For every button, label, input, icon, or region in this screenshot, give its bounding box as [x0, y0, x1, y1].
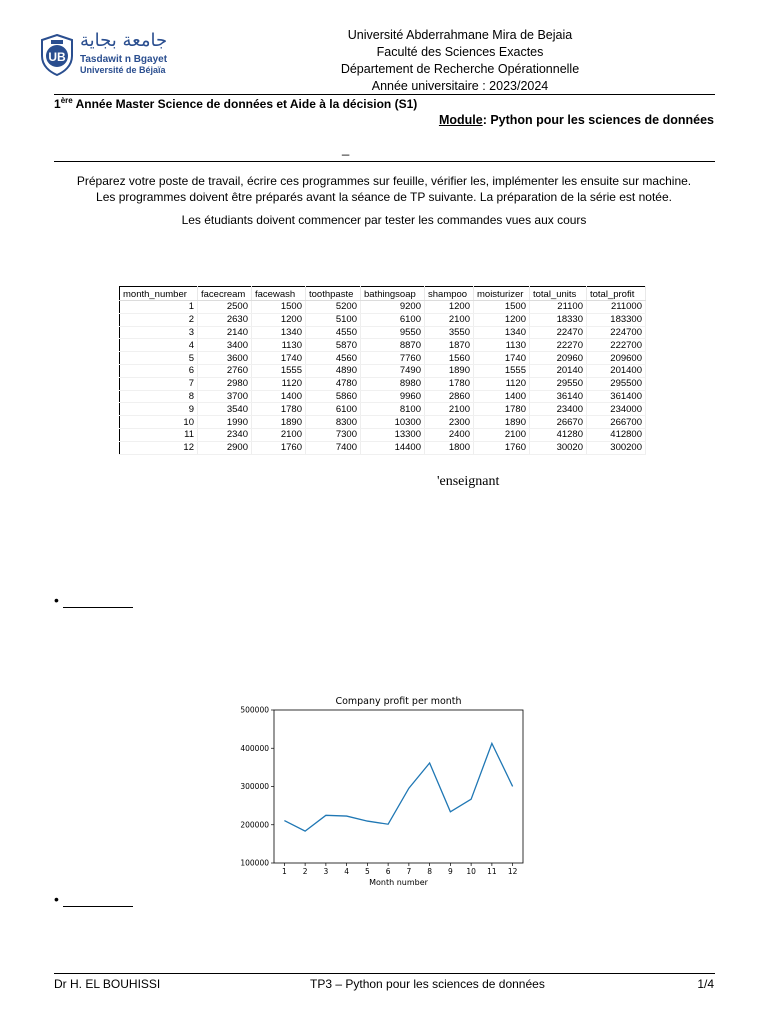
table-cell: 1200 — [474, 313, 530, 326]
x-tick-label: 8 — [427, 867, 433, 876]
table-cell: 2 — [120, 313, 198, 326]
table-cell: 22270 — [530, 339, 587, 352]
table-cell: 20140 — [530, 364, 587, 377]
table-cell: 7400 — [306, 441, 361, 454]
table-cell: 2860 — [425, 390, 474, 403]
table-cell: 30020 — [530, 441, 587, 454]
table-cell: 209600 — [587, 352, 646, 365]
table-cell: 23400 — [530, 403, 587, 416]
footer-author: Dr H. EL BOUHISSI — [54, 977, 161, 991]
table-cell: 1340 — [474, 326, 530, 339]
x-tick-label: 3 — [323, 867, 329, 876]
table-cell: 1400 — [252, 390, 306, 403]
table-cell: 9960 — [361, 390, 425, 403]
course-title-text: Année Master Science de données et Aide à la décision (S1) — [72, 97, 418, 111]
column-header-moisturizer: moisturizer — [474, 287, 530, 301]
column-header-shampoo: shampoo — [425, 287, 474, 301]
chart-x-axis-label: Month number — [369, 878, 428, 887]
table-row — [120, 301, 646, 314]
table-cell: 6100 — [361, 313, 425, 326]
column-header-total-units: total_units — [530, 287, 587, 301]
table-cell: 1500 — [252, 301, 306, 314]
x-tick-label: 1 — [281, 867, 287, 876]
course-level-number: 1 — [54, 97, 61, 111]
table-cell: 8100 — [361, 403, 425, 416]
table-cell: 26670 — [530, 416, 587, 429]
table-cell: 1760 — [252, 441, 306, 454]
table-cell: 10 — [120, 416, 198, 429]
x-tick-label: 12 — [507, 867, 518, 876]
logo-kabyle-name: Tasdawit n Bgayet — [80, 54, 168, 65]
table-row — [120, 416, 646, 429]
table-row — [120, 377, 646, 390]
university-seal-icon — [40, 34, 74, 76]
table-cell: 1870 — [425, 339, 474, 352]
table-cell: 2100 — [425, 313, 474, 326]
table-row — [120, 339, 646, 352]
table-cell: 266700 — [587, 416, 646, 429]
table-cell: 11 — [120, 428, 198, 441]
y-tick-label: 400000 — [240, 743, 269, 753]
faculty-name: Faculté des Sciences Exactes — [376, 45, 544, 59]
table-cell: 234000 — [587, 403, 646, 416]
table-cell: 2100 — [425, 403, 474, 416]
table-cell: 1890 — [252, 416, 306, 429]
table-cell: 1740 — [474, 352, 530, 365]
table-cell: 1890 — [425, 364, 474, 377]
table-row — [120, 428, 646, 441]
table-cell: 21100 — [530, 301, 587, 314]
table-cell: 9200 — [361, 301, 425, 314]
logo-arabic-text: جامعة بجاية — [80, 30, 168, 51]
x-tick-label: 7 — [406, 867, 412, 876]
x-tick-label: 11 — [487, 867, 497, 876]
dash-mark: _ — [342, 141, 350, 156]
table-cell: 7490 — [361, 364, 425, 377]
table-cell: 201400 — [587, 364, 646, 377]
table-cell: 1990 — [198, 416, 252, 429]
table-cell: 29550 — [530, 377, 587, 390]
table-cell: 2900 — [198, 441, 252, 454]
table-cell: 7760 — [361, 352, 425, 365]
table-cell: 10300 — [361, 416, 425, 429]
table-cell: 7 — [120, 377, 198, 390]
x-tick-label: 10 — [466, 867, 476, 876]
table-cell: 1780 — [474, 403, 530, 416]
logo-french-name: Université de Béjaïa — [80, 65, 166, 75]
table-row — [120, 390, 646, 403]
instruction-line-3: Les étudiants doivent commencer par tester les commandes vues aux cours — [181, 213, 587, 227]
bullet-1-blank-line — [63, 607, 133, 608]
table-cell: 1555 — [474, 364, 530, 377]
table-cell: 2980 — [198, 377, 252, 390]
department-name: Département de Recherche Opérationnelle — [340, 62, 580, 76]
table-cell: 2100 — [252, 428, 306, 441]
svg-text:UB: UB — [48, 50, 66, 64]
table-row — [120, 352, 646, 365]
table-cell: 5200 — [306, 301, 361, 314]
table-body — [120, 301, 646, 455]
table-cell: 1780 — [425, 377, 474, 390]
table-cell: 4550 — [306, 326, 361, 339]
table-cell: 183300 — [587, 313, 646, 326]
table-cell: 1130 — [474, 339, 530, 352]
bullet-2-blank-line — [63, 906, 133, 907]
table-cell: 2500 — [198, 301, 252, 314]
table-cell: 18330 — [530, 313, 587, 326]
university-logo — [40, 30, 168, 80]
table-cell: 211000 — [587, 301, 646, 314]
table-cell: 4780 — [306, 377, 361, 390]
table-row — [120, 313, 646, 326]
table-cell: 224700 — [587, 326, 646, 339]
sales-data-table — [119, 286, 646, 455]
table-cell: 3540 — [198, 403, 252, 416]
column-header-toothpaste: toothpaste — [306, 287, 361, 301]
table-cell: 3400 — [198, 339, 252, 352]
table-cell: 1760 — [474, 441, 530, 454]
table-cell: 8980 — [361, 377, 425, 390]
table-cell: 1120 — [474, 377, 530, 390]
table-cell: 3550 — [425, 326, 474, 339]
table-cell: 4890 — [306, 364, 361, 377]
table-cell: 20960 — [530, 352, 587, 365]
table-cell: 1200 — [425, 301, 474, 314]
table-cell: 1 — [120, 301, 198, 314]
table-cell: 36140 — [530, 390, 587, 403]
table-cell: 12 — [120, 441, 198, 454]
instruction-line-1: Préparez votre poste de travail, écrire ces programmes sur feuille, vérifier les, implémenter les ensuite sur machine. — [76, 174, 692, 188]
table-cell: 5 — [120, 352, 198, 365]
table-cell: 2340 — [198, 428, 252, 441]
table-cell: 22470 — [530, 326, 587, 339]
profit-series-line — [284, 743, 512, 831]
y-tick-label: 100000 — [240, 858, 269, 868]
chart-plot-area — [274, 710, 523, 863]
x-tick-label: 4 — [344, 867, 350, 876]
footer-title: TP3 – Python pour les sciences de données — [310, 977, 545, 991]
table-row — [120, 441, 646, 454]
x-tick-label: 9 — [447, 867, 453, 876]
y-tick-label: 200000 — [240, 820, 269, 830]
table-cell: 1890 — [474, 416, 530, 429]
table-cell: 3600 — [198, 352, 252, 365]
table-cell: 5860 — [306, 390, 361, 403]
table-cell: 2140 — [198, 326, 252, 339]
course-level-suffix: ère — [60, 96, 73, 105]
table-row — [120, 364, 646, 377]
table-cell: 2630 — [198, 313, 252, 326]
table-cell: 2100 — [474, 428, 530, 441]
table-cell: 1800 — [425, 441, 474, 454]
table-header — [120, 287, 646, 301]
table-header-row — [120, 287, 646, 301]
table-cell: 4 — [120, 339, 198, 352]
table-cell: 295500 — [587, 377, 646, 390]
table-row — [120, 403, 646, 416]
table-cell: 1740 — [252, 352, 306, 365]
bullet-1: • — [54, 592, 59, 608]
module-label: Module — [438, 113, 483, 127]
table-cell: 1400 — [474, 390, 530, 403]
academic-year: Année universitaire : 2023/2024 — [371, 79, 549, 93]
column-header-month-number: month_number — [120, 287, 198, 301]
y-tick-label: 300000 — [240, 782, 269, 791]
table-cell: 2300 — [425, 416, 474, 429]
column-header-facewash: facewash — [252, 287, 306, 301]
table-cell: 6100 — [306, 403, 361, 416]
enseignant-text: 'enseignant — [437, 474, 500, 489]
table-cell: 41280 — [530, 428, 587, 441]
table-cell: 8300 — [306, 416, 361, 429]
column-header-total-profit: total_profit — [587, 287, 646, 301]
table-cell: 361400 — [587, 390, 646, 403]
table-cell: 8870 — [361, 339, 425, 352]
y-tick-label: 500000 — [240, 705, 269, 715]
x-tick-label: 2 — [302, 867, 308, 876]
table-cell: 5870 — [306, 339, 361, 352]
table-cell: 1200 — [252, 313, 306, 326]
chart-title: Company profit per month — [335, 696, 462, 707]
university-name: Université Abderrahmane Mira de Bejaia — [347, 28, 573, 42]
table-cell: 1555 — [252, 364, 306, 377]
table-cell: 6 — [120, 364, 198, 377]
table-cell: 1120 — [252, 377, 306, 390]
footer-page-number: 1/4 — [697, 977, 714, 991]
table-cell: 412800 — [587, 428, 646, 441]
table-cell: 9550 — [361, 326, 425, 339]
footer-divider — [54, 973, 715, 974]
table-cell: 2400 — [425, 428, 474, 441]
table-cell: 222700 — [587, 339, 646, 352]
table-cell: 2760 — [198, 364, 252, 377]
table-cell: 14400 — [361, 441, 425, 454]
table-cell: 1780 — [252, 403, 306, 416]
module-line — [439, 113, 714, 127]
bullet-2: • — [54, 891, 59, 907]
x-tick-label: 6 — [385, 867, 391, 876]
column-header-bathingsoap: bathingsoap — [361, 287, 425, 301]
profit-line-chart — [228, 690, 528, 888]
course-title — [54, 96, 417, 111]
table-cell: 9 — [120, 403, 198, 416]
column-header-facecream: facecream — [198, 287, 252, 301]
table-row — [120, 326, 646, 339]
table-cell: 13300 — [361, 428, 425, 441]
table-cell: 1130 — [252, 339, 306, 352]
x-tick-label: 5 — [364, 867, 370, 876]
table-cell: 300200 — [587, 441, 646, 454]
table-cell: 1340 — [252, 326, 306, 339]
table-cell: 4560 — [306, 352, 361, 365]
header-divider — [54, 94, 715, 95]
table-cell: 5100 — [306, 313, 361, 326]
table-cell: 1500 — [474, 301, 530, 314]
table-cell: 3 — [120, 326, 198, 339]
table-cell: 3700 — [198, 390, 252, 403]
module-name: : Python pour les sciences de données — [482, 113, 714, 127]
table-cell: 8 — [120, 390, 198, 403]
section-divider — [54, 161, 715, 162]
table-cell: 1560 — [425, 352, 474, 365]
instruction-line-2: Les programmes doivent être préparés avant la séance de TP suivante. La préparation de la série est notée. — [96, 190, 672, 204]
table-cell: 7300 — [306, 428, 361, 441]
